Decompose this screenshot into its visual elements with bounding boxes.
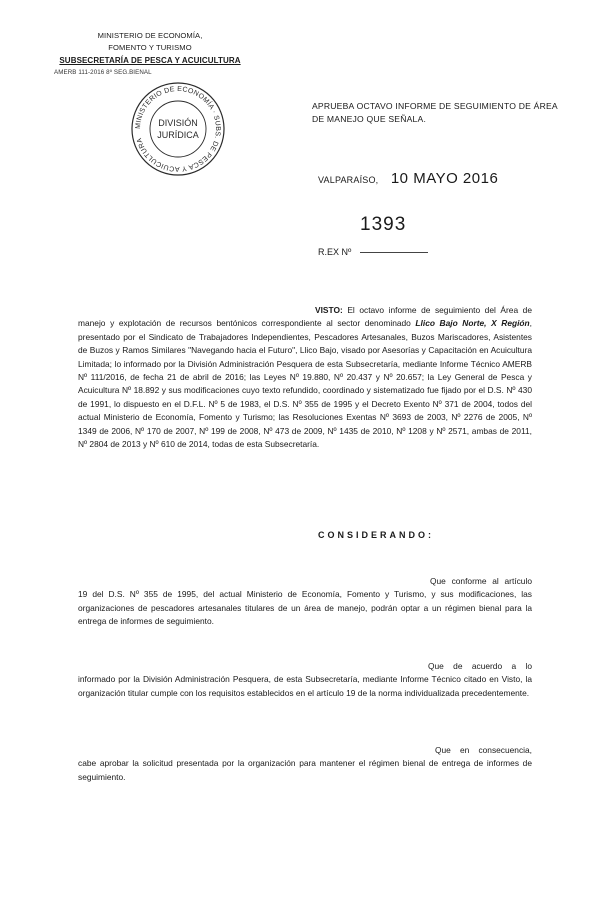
considerando-item-1 — [78, 575, 532, 629]
subsecretariat-name: SUBSECRETARÍA DE PESCA Y ACUICULTURA — [59, 56, 241, 65]
resolution-number-underline — [360, 252, 428, 253]
ministry-name: MINISTERIO DE ECONOMÍA, — [97, 31, 203, 40]
resolution-number: 1393 — [360, 214, 407, 235]
resolution-date: 10 MAYO 2016 — [390, 170, 499, 187]
resolution-subject: APRUEBA OCTAVO INFORME DE SEGUIMIENTO DE ÁREA DE MANEJO QUE SEÑALA. — [312, 101, 558, 124]
considerando-item-3-text: Que en consecuencia, cabe aprobar la solicitud presentada por la organización para mantener el régimen bienal de entrega de informes de seguimiento. — [78, 745, 532, 782]
file-reference: AMERB 111-2016 8º SEG.BIENAL — [54, 69, 152, 76]
considerando-item-1-text: Que conforme al artículo 19 del D.S. Nº 355 de 1995, del actual Ministerio de Economía, Fomento y Turismo, y sus modificaciones, las organizaciones de pescadores artesanales titulares de un área de manejo, podrán optar a un régimen bienal para la entrega de informes de seguimiento. — [78, 576, 532, 627]
considerando-item-3 — [78, 744, 532, 784]
visto-label: VISTO: — [315, 305, 343, 315]
stamp-center-line2: JURÍDICA — [157, 130, 199, 140]
place-date-line — [318, 170, 498, 188]
stamp-center-line1: DIVISIÓN — [158, 118, 198, 128]
svg-text:MINISTERIO DE ECONOMÍA · SUBS. — [135, 86, 221, 172]
considerando-item-2-text: Que de acuerdo a lo informado por la División Administración Pesquera, de esta Subsecretaría, mediante Informe Técnico citado en Visto, la organización titular cumple con los requisitos establecidos en el artículo 19 de la norma individualizada precedentemente. — [78, 661, 532, 698]
ministry-subtitle: FOMENTO Y TURISMO — [108, 43, 192, 52]
visto-location: Llico Bajo Norte, X Región — [415, 318, 530, 329]
division-juridica-stamp — [128, 79, 228, 179]
resolution-number-label: R.EX Nº — [318, 247, 352, 257]
visto-text-b: , presentado por el Sindicato de Trabajadores Independientes, Pescadores Artesanales, Buzos Mariscadores, Asistentes de Buzos y Ramos Similares "Navegando hacia el Futuro", Llico Bajo, visado por Asesorías y Capacitación en Acuicultura Limitada; lo informado por la División Administración Pesquera de esta Subsecretaría, mediante Informe Técnico AMERB Nº 111/2016, de fecha 21 de abril de 2016; las Leyes Nº 19.880, Nº 20.437 y Nº 20.657; la Ley General de Pesca y Acuicultura Nº 18.892 y sus modificaciones cuyo texto refundido, coordinado y sistematizado fue fijado por el D.S. Nº 430 de 1991, lo dispuesto en el D.F.L. Nº 5 de 1983, el D.S. Nº 355 de 1995 y el Decreto Exento Nº 371 de 2004, todos del actual Ministerio de Economía, Fomento y Turismo; las Resoluciones Exentas Nº 3693 de 2003, Nº 2276 de 2005, Nº 1349 de 2006, Nº 170 de 2007, Nº 199 de 2008, Nº 473 de 2009, Nº 1435 de 2010, Nº 1208 y Nº 2571, ambas de 2011, Nº 2804 de 2013 y Nº 610 de 2014, todas de esta Subsecretaría. — [78, 318, 532, 450]
stamp-ring-text: MINISTERIO DE ECONOMÍA · SUBS. DE PESCA Y ACUICULTURA — [134, 85, 222, 173]
considerando-heading: CONSIDERANDO: — [318, 530, 435, 540]
place-label: VALPARAÍSO, — [318, 175, 379, 185]
visto-paragraph — [78, 304, 532, 451]
visto-text-a: El octavo informe de seguimiento del Área de manejo y explotación de recursos bentónicos correspondiente al sector denominado — [78, 305, 532, 329]
considerando-item-2 — [78, 660, 532, 700]
